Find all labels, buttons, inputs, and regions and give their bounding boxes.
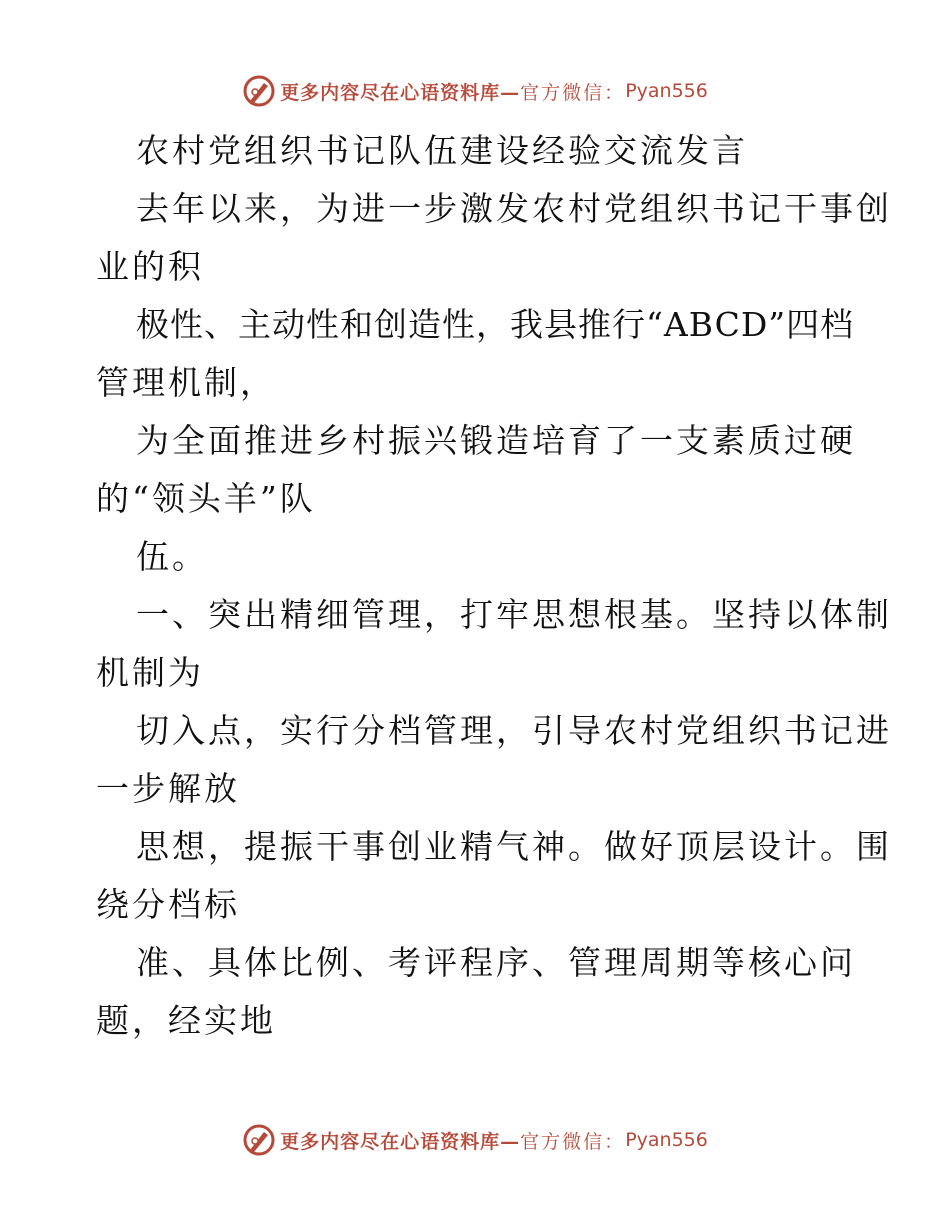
banner-wechat-label: 官方微信： [520, 81, 626, 104]
pen-logo-icon [242, 74, 276, 108]
document-title: 农村党组织书记队伍建设经验交流发言 [136, 131, 748, 170]
paragraph-line: 绕分档标 [96, 885, 240, 924]
banner-wechat-label: 官方微信： [520, 1130, 626, 1153]
footer-banner [0, 1120, 950, 1160]
paragraph-line: 切入点，实行分档管理，引导农村党组织书记进 [136, 711, 892, 750]
paragraph-line: 业的积 [96, 247, 204, 286]
paragraph-line: 的“领头羊”队 [96, 479, 316, 518]
paragraph-line: 机制为 [96, 653, 204, 692]
paragraph-line: 思想，提振干事创业精气神。做好顶层设计。围 [136, 827, 892, 866]
banner-text: 更多内容尽在心语资料库— [280, 1130, 521, 1153]
banner-wechat-id: Pyan556 [625, 1129, 708, 1151]
paragraph-line: 准、具体比例、考评程序、管理周期等核心问 [136, 943, 856, 982]
paragraph-line: 伍。 [136, 537, 208, 576]
header-banner [0, 71, 950, 111]
paragraph-line: 一、突出精细管理，打牢思想根基。坚持以体制 [136, 595, 892, 634]
document-body [96, 122, 892, 1050]
paragraph-line: 管理机制， [96, 363, 276, 402]
pen-logo-icon [242, 1123, 276, 1157]
paragraph-line: 去年以来，为进一步激发农村党组织书记干事创 [136, 189, 892, 228]
banner-text: 更多内容尽在心语资料库— [280, 81, 521, 104]
paragraph-line: 为全面推进乡村振兴锻造培育了一支素质过硬 [136, 421, 856, 460]
paragraph-line: 题，经实地 [96, 1001, 276, 1040]
paragraph-line: 一步解放 [96, 769, 240, 808]
banner-wechat-id: Pyan556 [625, 80, 708, 102]
paragraph-line: 极性、主动性和创造性，我县推行“ABCD”四档 [136, 305, 855, 344]
